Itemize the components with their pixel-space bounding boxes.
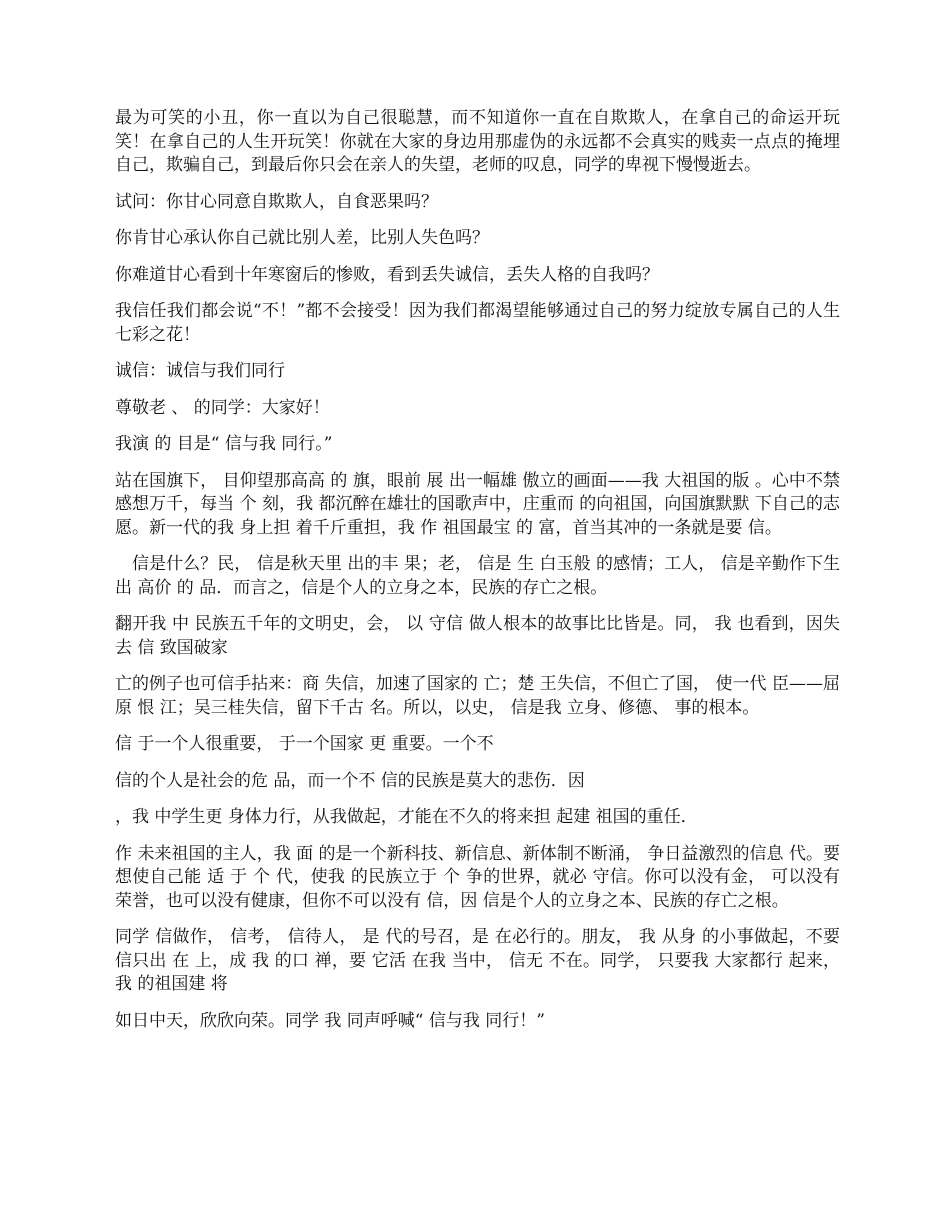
paragraph-4: 你难道甘心看到十年寒窗后的惨败，看到丢失诚信，丢失人格的自我吗？ <box>115 264 659 285</box>
paragraph-16: 作 未来祖国的主人，我 面 的是一个新科技、新信息、新体制不断涌， 争日益激烈的信息 代。要想使自己能 适 于 个 代，使我 的民族立于 个 争的世界，就必 守信。你可以没有金， 可以没有荣誉，也可以没有健康，但你不可以没有 信，因 信是个人的立身之本、民族的存亡之根。 <box>115 843 840 911</box>
paragraph-13: 信 于一个人很重要， 于一个国家 更 重要。一个不 <box>115 734 494 754</box>
paragraph-9: 站在国旗下， 目仰望那高高 的 旗，眼前 展 出一幅雄 傲立的画面——我 大祖国的版 。心中不禁感想万千，每当 个 刻，我 都沉醉在雄壮的国歌声中，庄重而 的向祖国，向国旗默默 下自己的志愿。新一代的我 身上担 着千斤重担，我 作 祖国最宝 的 富，首当其冲的一条就是要 信。 <box>115 470 840 538</box>
salutation: 尊敬老 、 的同学：大家好！ <box>115 397 330 418</box>
paragraph-18: 如日中天，欣欣向荣。同学 我 同声呼喊“ 信与我 同行！” <box>115 1010 545 1031</box>
paragraph-10: 信是什么？民， 信是秋天里 出的丰 果；老， 信是 生 白玉般 的感情；工人， 信是辛勤作下生 出 高价 的 品．而言之，信是个人的立身之本，民族的存亡之根。 <box>115 554 840 598</box>
paragraph-17: 同学 信做作， 信考， 信待人， 是 代的号召，是 在必行的。朋友， 我 从身 的小事做起，不要 信只出 在 上，成 我 的口 禅，要 它活 在我 当中， 信无 不在。同学， 只要我 大家都行 起来，我 的祖国建 将 <box>115 927 840 994</box>
paragraph-1: 最为可笑的小丑，你一直以为自己很聪慧，而不知道你一直在自欺欺人，在拿自己的命运开玩笑！在拿自己的人生开玩笑！你就在大家的身边用那虚伪的永远都不会真实的贱卖一点点的掩埋自己，欺骗自己，到最后你只会在亲人的失望，老师的叹息，同学的卑视下慢慢逝去。 <box>115 108 840 175</box>
paragraph-14: 信的个人是社会的危 品，而一个不 信的民族是莫大的悲伤．因 <box>115 770 585 791</box>
paragraph-11: 翻开我 中 民族五千年的文明史，会， 以 守信 做人根本的故事比比皆是。同， 我 也看到，因失去 信 致国破家 <box>115 614 840 658</box>
section-title: 诚信：诚信与我们同行 <box>115 361 285 381</box>
paragraph-3: 你肯甘心承认你自己就比别人差，比别人失色吗？ <box>115 228 489 248</box>
paragraph-15: ，我 中学生更 身体力行，从我做起，才能在不久的将来担 起建 祖国的重任． <box>115 807 698 827</box>
paragraph-2: 试问：你甘心同意自欺欺人，自食恶果吗？ <box>115 191 438 212</box>
paragraph-12: 亡的例子也可信手拈来：商 失信，加速了国家的 亡；楚 王失信，不但亡了国， 使一代 臣——屈原 恨 江；吴三桂失信，留下千古 名。所以，以史， 信是我 立身、修德、 事的根本。 <box>115 674 840 718</box>
paragraph-8: 我演 的 目是“ 信与我 同行。” <box>115 434 333 454</box>
paragraph-5: 我信任我们都会说“不！”都不会接受！因为我们都渴望能够通过自己的努力绽放专属自己的人生七彩之花！ <box>115 301 840 345</box>
